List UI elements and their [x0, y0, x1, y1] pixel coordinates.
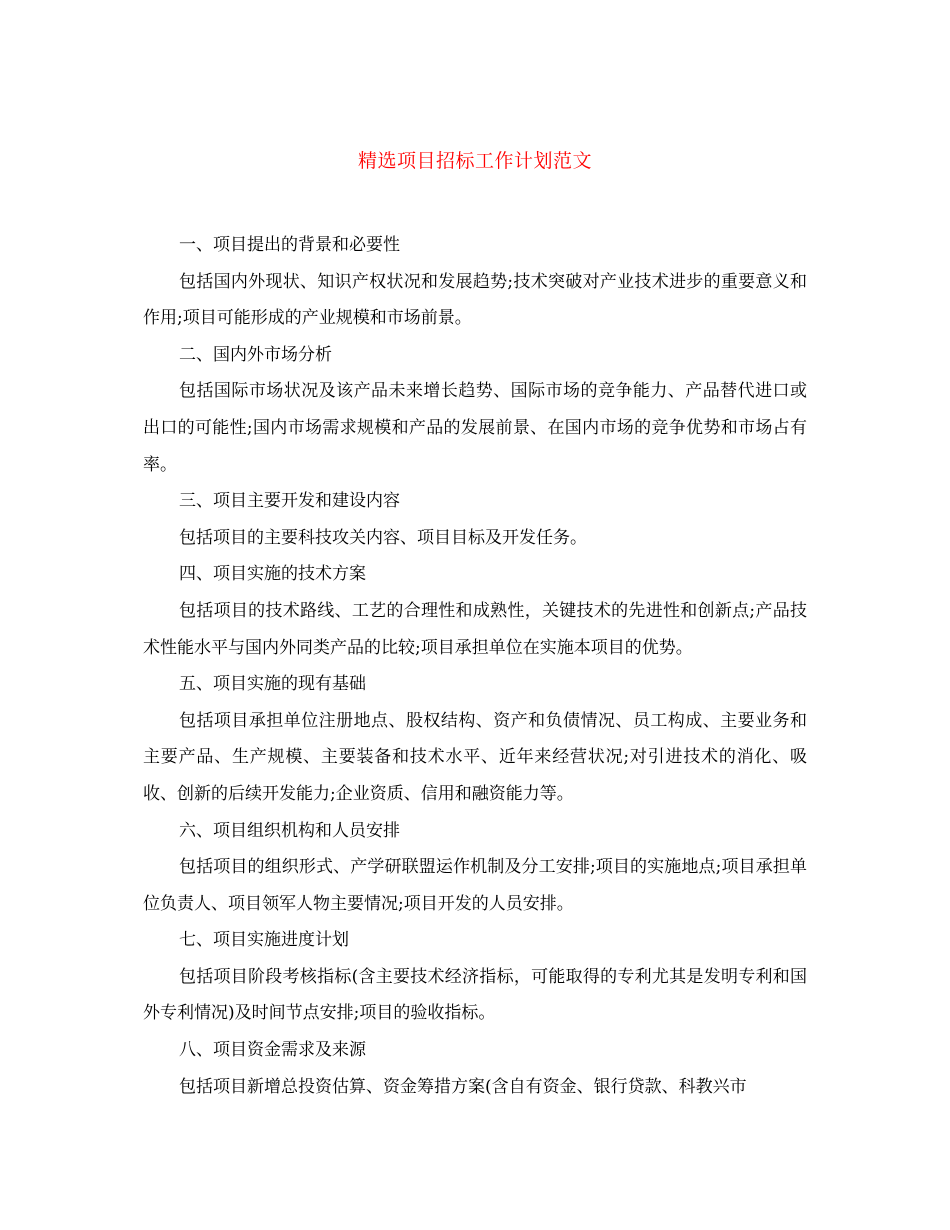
- section-heading: 七、项目实施进度计划: [179, 930, 349, 951]
- document-body: [143, 227, 807, 1105]
- section-heading: 八、项目资金需求及来源: [179, 1040, 366, 1061]
- section-heading: 六、项目组织机构和人员安排: [179, 820, 400, 841]
- section-paragraph: 包括国内外现状、知识产权状况和发展趋势;技术突破对产业技术进步的重要意义和作用;项目可能形成的产业规模和市场前景。: [143, 271, 807, 329]
- section-paragraph: 包括国际市场状况及该产品未来增长趋势、国际市场的竞争能力、产品替代进口或出口的可能性;国内市场需求规模和产品的发展前景、在国内市场的竞争优势和市场占有率。: [143, 381, 807, 475]
- section-paragraph: 包括项目阶段考核指标(含主要技术经济指标，可能取得的专利尤其是发明专利和国外专利情况)及时间节点安排;项目的验收指标。: [143, 966, 807, 1024]
- section-heading: 一、项目提出的背景和必要性: [179, 235, 400, 255]
- section-paragraph: 包括项目的组织形式、产学研联盟运作机制及分工安排;项目的实施地点;项目承担单位负责人、项目领军人物主要情况;项目开发的人员安排。: [143, 857, 807, 914]
- section-paragraph: 包括项目承担单位注册地点、股权结构、资产和负债情况、员工构成、主要业务和主要产品、生产规模、主要装备和技术水平、近年来经营状况;对引进技术的消化、吸收、创新的后续开发能力;企业资质、信用和融资能力等。: [143, 710, 807, 804]
- section-paragraph: 包括项目的主要科技攻关内容、项目目标及开发任务。: [179, 527, 587, 548]
- section-heading: 二、国内外市场分析: [179, 344, 332, 365]
- section-heading: 四、项目实施的技术方案: [179, 564, 366, 585]
- section-heading: 三、项目主要开发和建设内容: [179, 491, 400, 512]
- section-paragraph: 包括项目新增总投资估算、资金筹措方案(含自有资金、银行贷款、科教兴市: [179, 1076, 747, 1097]
- section-heading: 五、项目实施的现有基础: [179, 674, 366, 695]
- document-title: 精选项目招标工作计划范文: [357, 150, 592, 172]
- section-paragraph: 包括项目的技术路线、工艺的合理性和成熟性，关键技术的先进性和创新点;产品技术性能水平与国内外同类产品的比较;项目承担单位在实施本项目的优势。: [143, 600, 807, 658]
